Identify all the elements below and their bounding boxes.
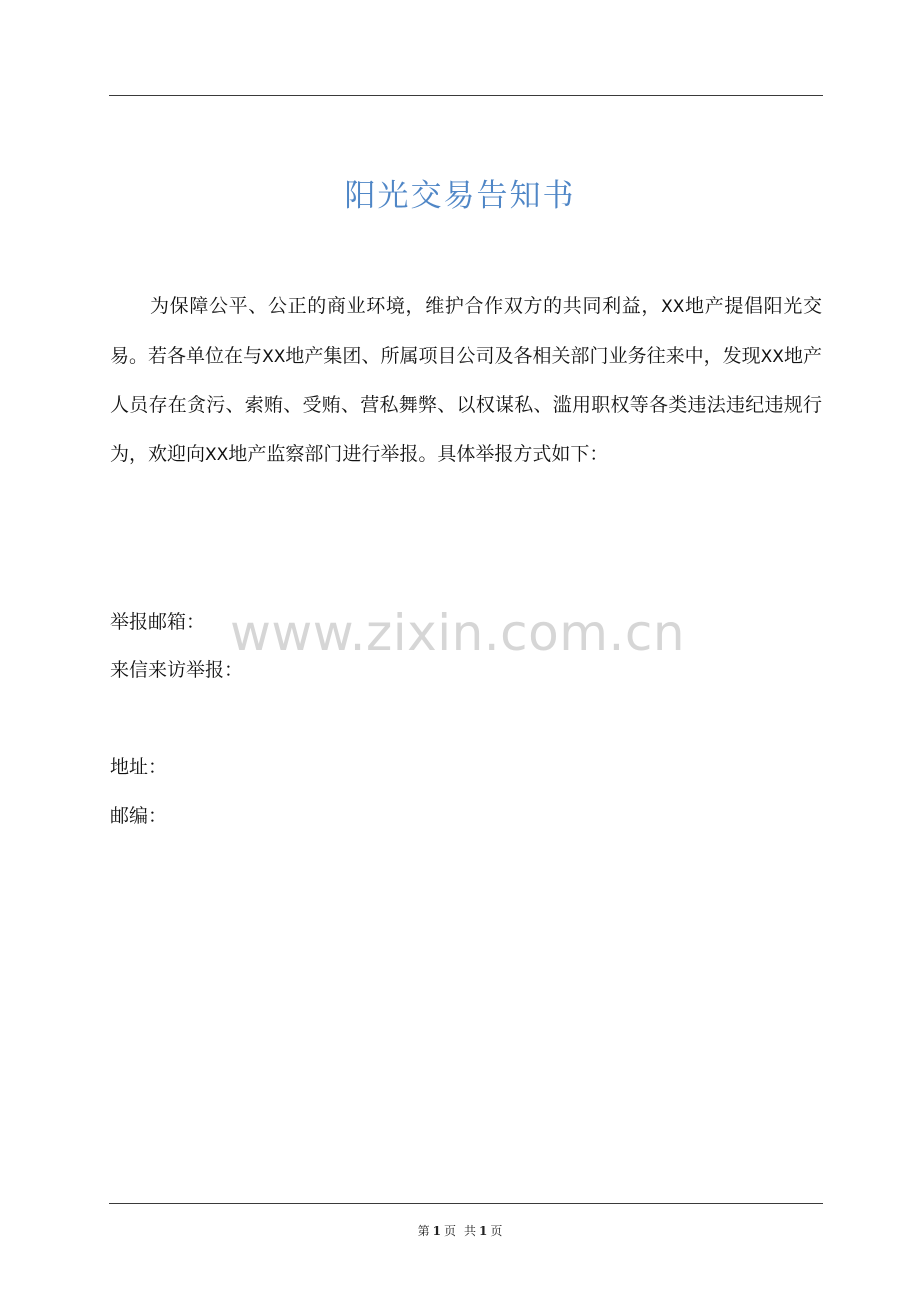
address-label: 地址：	[110, 756, 168, 778]
body-paragraph	[110, 282, 822, 479]
company-placeholder: XX	[262, 346, 286, 367]
page-prefix: 第	[417, 1224, 430, 1238]
total-prefix: 共	[464, 1224, 477, 1238]
report-email-label: 举报邮箱：	[110, 611, 206, 633]
header-rule	[109, 95, 823, 96]
letter-visit-label: 来信来访举报：	[110, 659, 244, 681]
total-unit: 页	[490, 1224, 503, 1238]
page-footer	[0, 1222, 920, 1239]
footer-rule	[109, 1203, 823, 1204]
paragraph-text: 地产人员存在贪污、索贿、受贿、营私舞弊、以权谋私、滥用职权等各类违法违纪违规行为，欢迎向	[110, 344, 822, 465]
page-total: 1	[479, 1224, 488, 1238]
company-placeholder: XX	[760, 346, 784, 367]
company-placeholder: XX	[205, 444, 229, 465]
paragraph-text: 地产监察部门进行举报。具体举报方式如下：	[228, 442, 609, 465]
paragraph-text: 地产集团、所属项目公司及各相关部门业务往来中，发现	[285, 344, 761, 367]
document-title: 阳光交易告知书	[344, 178, 576, 214]
company-placeholder: XX	[661, 297, 685, 317]
paragraph-text: 为保障公平、公正的商业环境，维护合作双方的共同利益，	[150, 295, 662, 317]
watermark: www.zixin.com.cn	[230, 604, 686, 662]
zipcode-label: 邮编：	[110, 805, 168, 827]
page-current: 1	[432, 1224, 441, 1238]
page-unit: 页	[443, 1224, 456, 1238]
paragraph-text: 地产提倡阳光交易。若各单位在与	[110, 295, 822, 367]
